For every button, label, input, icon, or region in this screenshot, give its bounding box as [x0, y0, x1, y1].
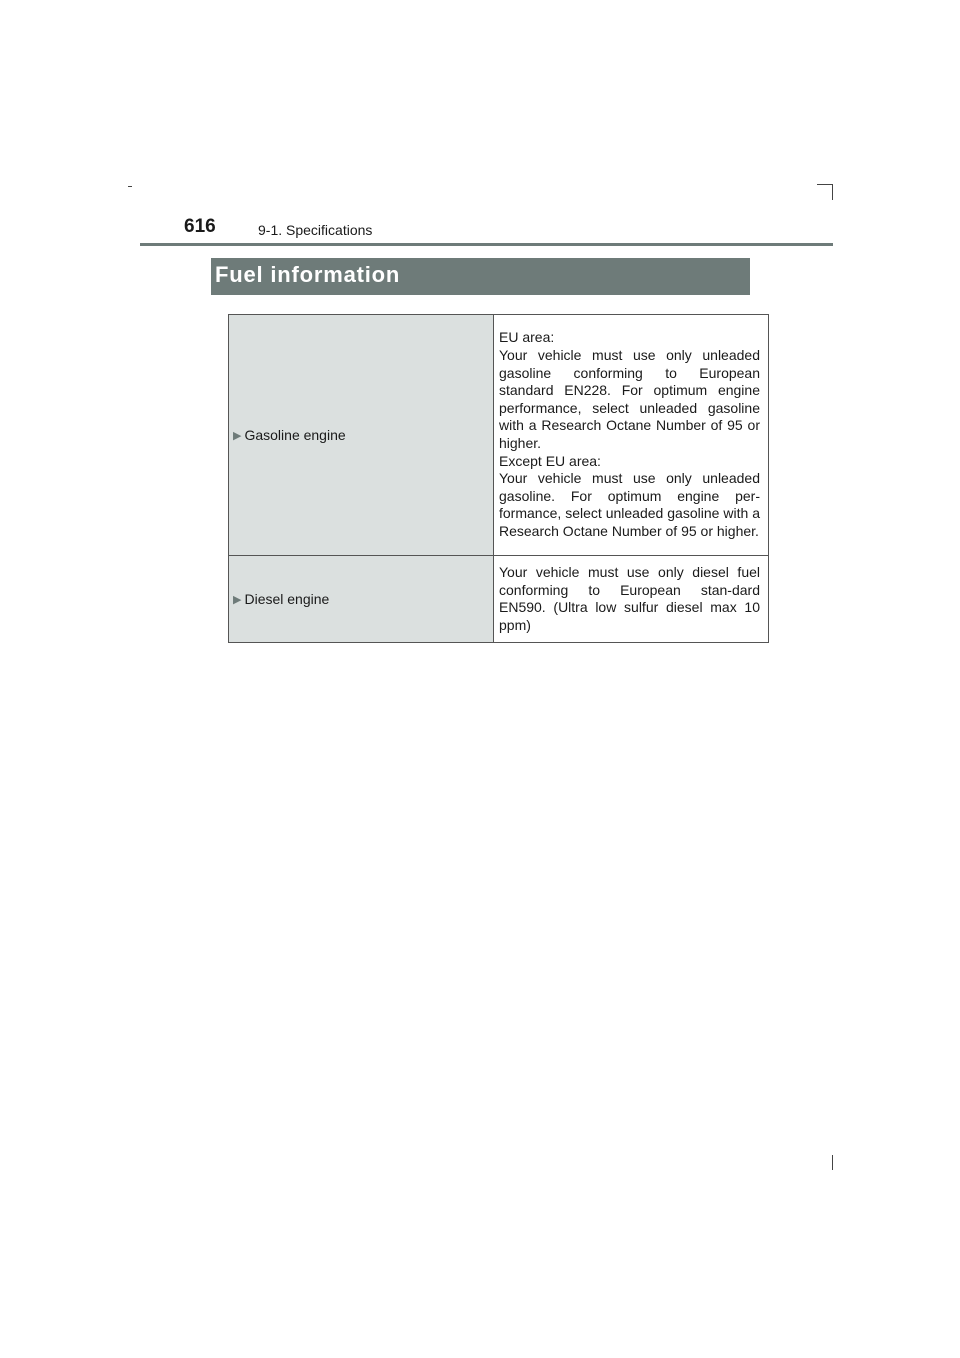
engine-type-cell — [229, 556, 494, 643]
crop-mark-bottom-right-v — [832, 1155, 833, 1170]
fuel-table — [228, 314, 769, 643]
engine-type-label: Gasoline engine — [244, 427, 346, 443]
region-heading: Except EU area: — [499, 452, 601, 469]
table-row — [229, 315, 769, 556]
fuel-requirement-text: Your vehicle must use only unleaded gasoline. For optimum engine per-formance, select unleaded gasoline with a Research Octane Number of 95 or higher. — [499, 470, 760, 539]
page-number: 616 — [184, 216, 216, 237]
engine-type-cell — [229, 315, 494, 556]
header-rule — [140, 243, 833, 246]
fuel-requirement-text: Your vehicle must use only diesel fuel conforming to European stan-dard EN590. (Ultra low sulfur diesel max 10 ppm) — [499, 564, 760, 633]
table-row — [229, 556, 769, 643]
fuel-requirement-text: Your vehicle must use only unleaded gasoline conforming to European standard EN228. For optimum engine performance, select unleaded gasoline with a Research Octane Number of 95 or higher. — [499, 347, 760, 451]
crop-mark-top-left — [128, 186, 132, 187]
crop-mark-top-right-v — [832, 184, 833, 200]
section-title: Fuel information — [215, 262, 401, 287]
triangle-right-icon: ▶ — [233, 430, 242, 442]
section-label: 9-1. Specifications — [258, 222, 373, 238]
region-heading: EU area: — [499, 329, 555, 346]
fuel-requirement-cell — [494, 315, 769, 556]
triangle-right-icon: ▶ — [233, 594, 242, 607]
crop-mark-top-right-h — [817, 184, 833, 185]
engine-type-label: Diesel engine — [244, 591, 330, 608]
section-title-bar — [211, 258, 750, 295]
fuel-requirement-cell — [494, 556, 769, 643]
